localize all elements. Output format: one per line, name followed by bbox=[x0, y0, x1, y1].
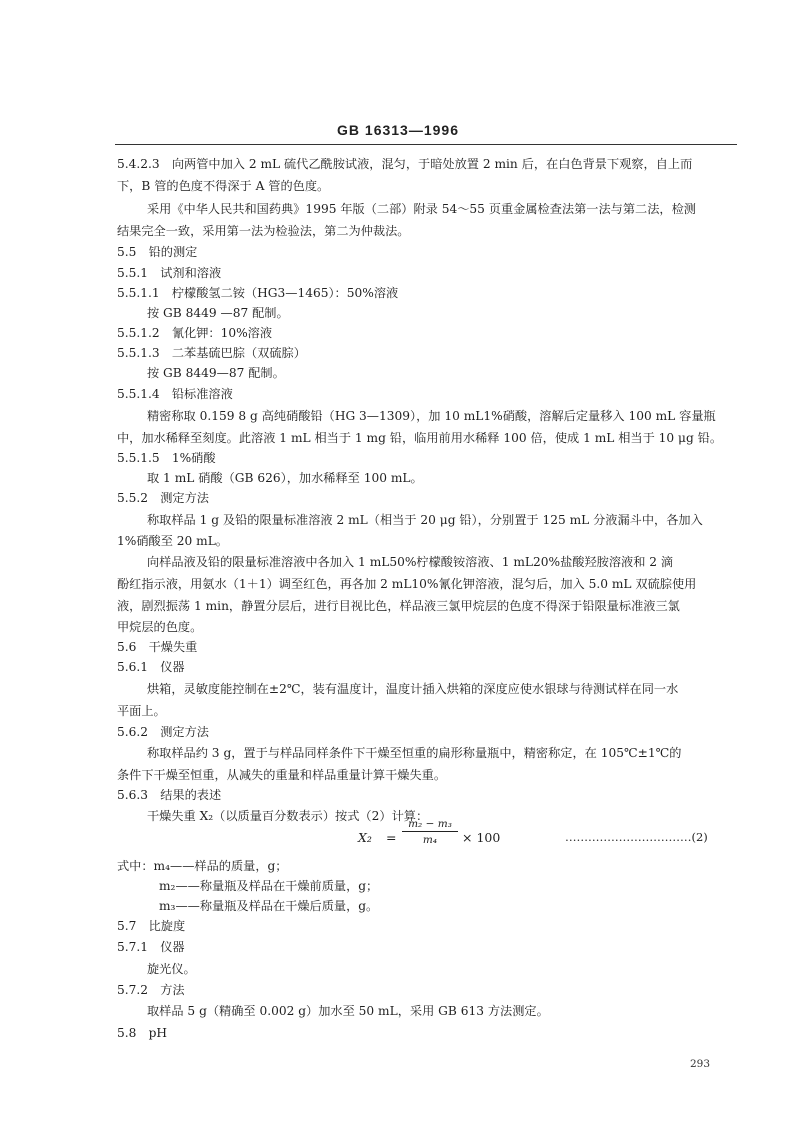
section-heading: 5.7.1 仪器 bbox=[117, 940, 185, 954]
text-line: 称取样品 1 g 及铅的限量标准溶液 2 mL（相当于 20 μg 铅），分别置于 125 mL 分液漏斗中，各加入 bbox=[147, 513, 703, 527]
equation-number: ……………………………(2) bbox=[565, 830, 708, 844]
text-line: 取样品 5 g（精确至 0.002 g）加水至 50 mL，采用 GB 613 方法测定。 bbox=[147, 1004, 549, 1018]
text-line: 称取样品约 3 g，置于与样品同样条件下干燥至恒重的扁形称量瓶中，精密称定，在 105℃±1℃的 bbox=[147, 746, 682, 760]
formula-denominator: m₄ bbox=[422, 834, 438, 846]
section-heading: 5.6 干燥失重 bbox=[117, 640, 198, 654]
text-line: 式中：m₄——样品的质量，g； bbox=[117, 859, 288, 873]
section-heading: 5.6.3 结果的表述 bbox=[117, 788, 222, 802]
text-line: 结果完全一致，采用第一法为检验法，第二为仲裁法。 bbox=[117, 224, 410, 238]
text-line: m₂——称量瓶及样品在干燥前质量，g； bbox=[159, 879, 379, 893]
formula-numerator: m₂ − m₃ bbox=[408, 818, 452, 830]
section-heading: 5.5.2 测定方法 bbox=[117, 491, 209, 505]
section-heading: 5.6.2 测定方法 bbox=[117, 725, 209, 739]
text-line: 采用《中华人民共和国药典》1995 年版（二部）附录 54～55 页重金属检查法第一法与第二法，检测 bbox=[147, 202, 696, 216]
text-line: 下，B 管的色度不得深于 A 管的色度。 bbox=[117, 179, 330, 193]
text-line: m₃——称量瓶及样品在干燥后质量，g。 bbox=[159, 899, 379, 913]
formula-fraction bbox=[402, 818, 458, 846]
section-heading: 5.8 pH bbox=[117, 1026, 167, 1040]
standard-number-header: GB 16313—1996 bbox=[337, 122, 459, 138]
text-line: 干燥失重 X₂（以质量百分数表示）按式（2）计算： bbox=[147, 809, 429, 823]
page-number: 293 bbox=[690, 1058, 711, 1070]
text-line: 向样品液及铅的限量标准溶液中各加入 1 mL50%柠檬酸铵溶液、1 mL20%盐酸羟胺溶液和 2 滴 bbox=[147, 555, 674, 569]
section-heading: 5.5.1.1 柠檬酸氢二铵（HG3—1465）：50%溶液 bbox=[117, 286, 399, 300]
formula-multiplier: × 100 bbox=[462, 830, 501, 845]
text-line: 取 1 mL 硝酸（GB 626），加水稀释至 100 mL。 bbox=[147, 471, 423, 485]
section-heading: 5.6.1 仪器 bbox=[117, 660, 185, 674]
text-line: 旋光仪。 bbox=[147, 962, 196, 976]
section-heading: 5.5.1.5 1%硝酸 bbox=[117, 451, 216, 465]
text-line: 5.4.2.3 向两管中加入 2 mL 硫代乙酰胺试液，混匀，于暗处放置 2 min 后，在白色背景下观察，自上而 bbox=[117, 157, 693, 171]
text-line: 精密称取 0.159 8 g 高纯硝酸铅（HG 3—1309），加 10 mL1%硝酸，溶解后定量移入 100 mL 容量瓶 bbox=[147, 409, 716, 423]
text-line: 1%硝酸至 20 mL。 bbox=[117, 534, 228, 548]
header-rule bbox=[115, 144, 737, 145]
fraction-bar bbox=[402, 831, 458, 832]
text-line: 中，加水稀释至刻度。此溶液 1 mL 相当于 1 mg 铅，临用前用水稀释 100 倍，使成 1 mL 相当于 10 μg 铅。 bbox=[117, 431, 723, 445]
text-line: 条件下干燥至恒重，从减失的重量和样品重量计算干燥失重。 bbox=[117, 768, 447, 782]
section-heading: 5.5.1 试剂和溶液 bbox=[117, 266, 222, 280]
formula-equals: = bbox=[386, 830, 397, 845]
formula-lhs: X₂ bbox=[358, 830, 372, 845]
text-line: 液，剧烈振荡 1 min，静置分层后，进行目视比色，样品液三氯甲烷层的色度不得深于铅限量标准液三氯 bbox=[117, 599, 680, 613]
text-line: 烘箱，灵敏度能控制在±2℃，装有温度计，温度计插入烘箱的深度应使水银球与待测试样在同一水 bbox=[147, 682, 679, 696]
section-heading: 5.7 比旋度 bbox=[117, 919, 186, 933]
section-heading: 5.5.1.2 氰化钾：10%溶液 bbox=[117, 326, 273, 340]
text-line: 平面上。 bbox=[117, 704, 166, 718]
text-line: 酚红指示液，用氨水（1＋1）调至红色，再各加 2 mL10%氰化钾溶液，混匀后，加入 5.0 mL 双硫腙使用 bbox=[117, 577, 697, 591]
section-heading: 5.5 铅的测定 bbox=[117, 245, 198, 259]
text-line: 按 GB 8449—87 配制。 bbox=[147, 366, 285, 380]
section-heading: 5.7.2 方法 bbox=[117, 983, 185, 997]
section-heading: 5.5.1.3 二苯基硫巴腙（双硫腙） bbox=[117, 346, 306, 360]
text-line: 按 GB 8449 —87 配制。 bbox=[147, 306, 289, 320]
text-line: 甲烷层的色度。 bbox=[117, 620, 203, 634]
section-heading: 5.5.1.4 铅标准溶液 bbox=[117, 387, 233, 401]
